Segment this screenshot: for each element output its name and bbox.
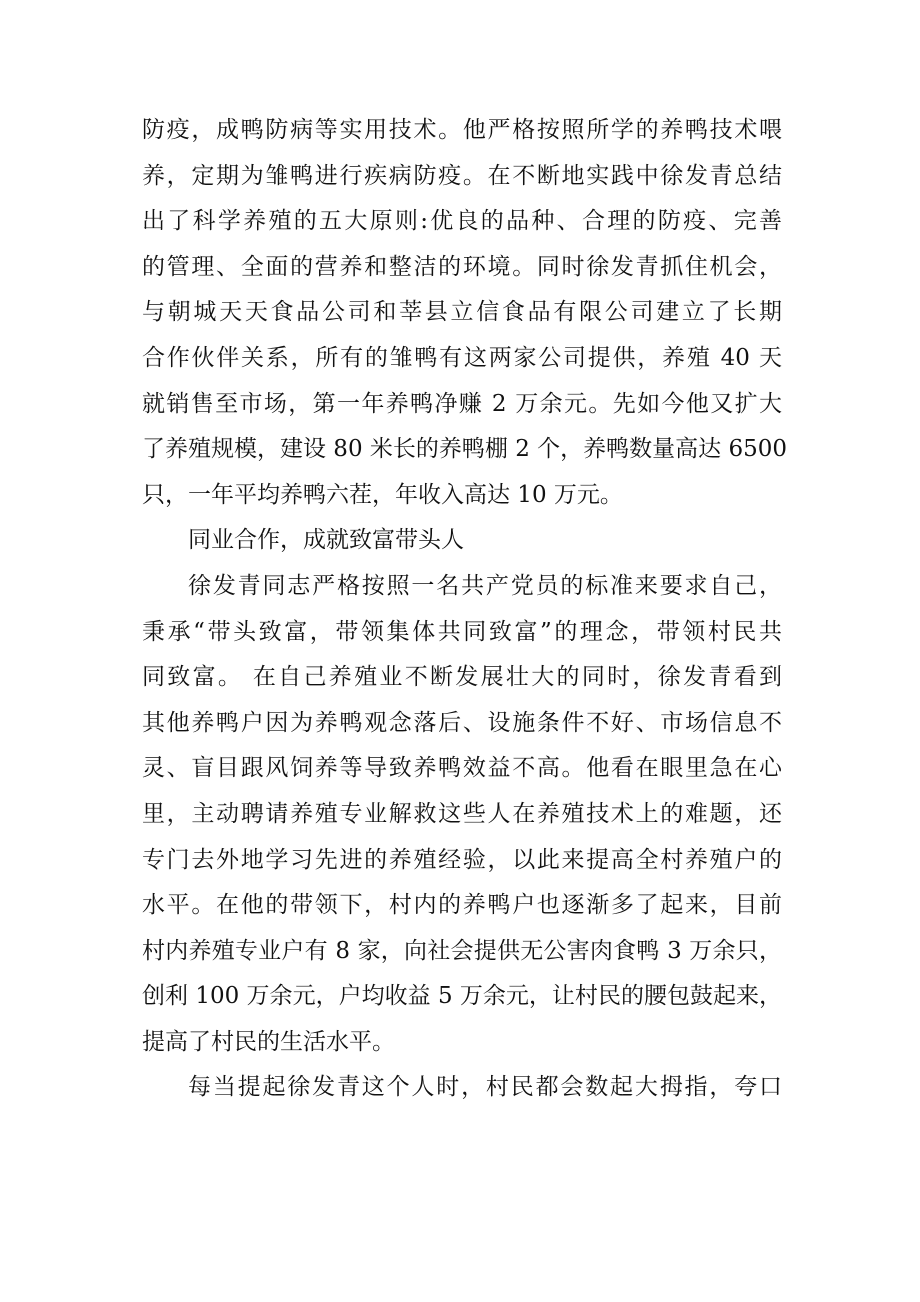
text-line: 徐发青同志严格按照一名共产党员的标准来要求自己， (188, 572, 782, 599)
text-line: 同致富。 在自己养殖业不断发展壮大的同时，徐发青看到 (142, 664, 782, 691)
text-line: 秉承“带头致富，带领集体共同致富”的理念，带领村民共 (142, 618, 782, 645)
text-line: 了养殖规模，建设 80 米长的养鸭棚 2 个，养鸭数量高达 6500 (142, 436, 787, 463)
text-line: 水平。在他的带领下，村内的养鸭户也逐渐多了起来，目前 (142, 892, 782, 919)
text-line: 灵、盲目跟风饲养等导致养鸭效益不高。他看在眼里急在心 (142, 755, 782, 782)
section-heading (142, 518, 782, 564)
paragraph-1 (142, 108, 787, 518)
text-line: 其他养鸭户因为养鸭观念落后、设施条件不好、市场信息不 (142, 709, 782, 736)
text-line: 创利 100 万余元，户均收益 5 万余元，让村民的腰包鼓起来， (142, 983, 782, 1010)
text-line: 的管理、全面的营养和整洁的环境。同时徐发青抓住机会， (142, 253, 782, 280)
paragraph-2 (142, 564, 782, 1066)
text-line: 出了科学养殖的五大原则:优良的品种、合理的防疫、完善 (142, 208, 782, 235)
text-line: 村内养殖专业户有 8 家，向社会提供无公害肉食鸭 3 万余只， (142, 937, 782, 964)
text-line: 合作伙伴关系，所有的雏鸭有这两家公司提供，养殖 40 天 (142, 344, 782, 371)
text-line: 每当提起徐发青这个人时，村民都会数起大拇指，夸口 (188, 1074, 782, 1101)
text-line: 与朝城天天食品公司和莘县立信食品有限公司建立了长期 (142, 299, 782, 326)
text-line: 防疫，成鸭防病等实用技术。他严格按照所学的养鸭技术喂 (142, 117, 782, 143)
text-line: 提高了村民的生活水平。 (142, 1028, 395, 1055)
heading-text: 同业合作，成就致富带头人 (188, 527, 464, 554)
paragraph-3 (142, 1065, 782, 1111)
text-line: 专门去外地学习先进的养殖经验，以此来提高全村养殖户的 (142, 846, 782, 873)
text-line: 就销售至市场，第一年养鸭净赚 2 万余元。先如今他又扩大 (142, 390, 782, 417)
text-line: 里，主动聘请养殖专业解救这些人在养殖技术上的难题，还 (142, 800, 782, 827)
text-line: 只，一年平均养鸭六茬，年收入高达 10 万元。 (142, 481, 623, 508)
text-line: 养，定期为雏鸭进行疾病防疫。在不断地实践中徐发青总结 (142, 162, 782, 189)
document-body (142, 108, 787, 1111)
